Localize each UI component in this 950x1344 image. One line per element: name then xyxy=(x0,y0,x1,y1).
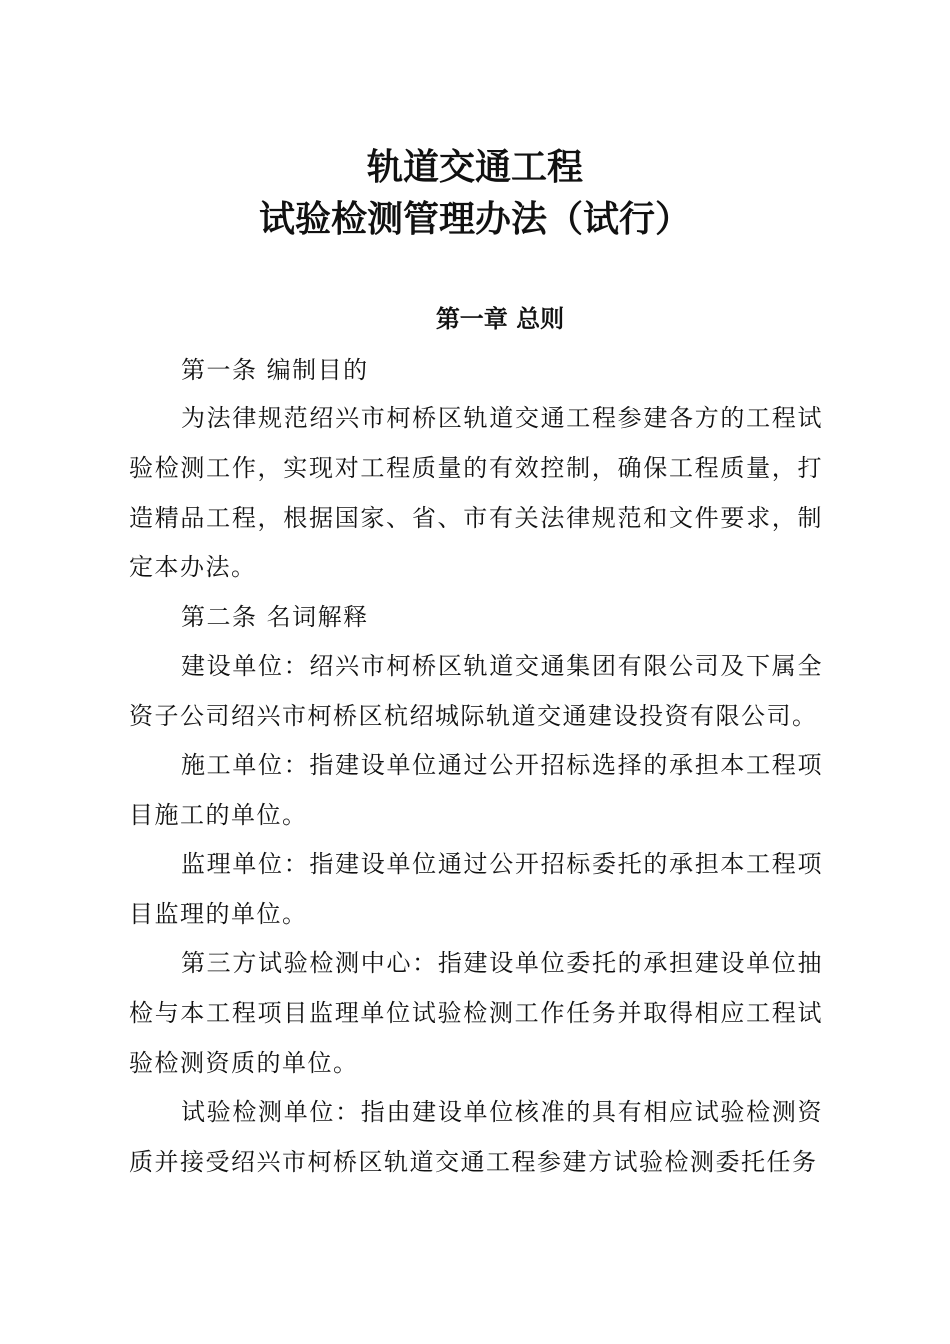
definition-contractor: 施工单位：指建设单位通过公开招标选择的承担本工程项目施工的单位。 xyxy=(129,751,823,829)
definition-testing-unit: 试验检测单位：指由建设单位核准的具有相应试验检测资质并接受绍兴市柯桥区轨道交通工程参建方试验检测委托任务 xyxy=(129,1098,823,1176)
document-title-line-2: 试验检测管理办法（试行） xyxy=(258,198,691,240)
document-title-line-1: 轨道交通工程 xyxy=(366,146,583,188)
chapter-heading: 第一章 总则 xyxy=(435,305,565,333)
definition-third-party-testing-center: 第三方试验检测中心：指建设单位委托的承担建设单位抽检与本工程项目监理单位试验检测工作任务并取得相应工程试验检测资质的单位。 xyxy=(129,949,823,1077)
article-2-heading: 第二条 名词解释 xyxy=(181,603,369,631)
definition-construction-unit: 建设单位：绍兴市柯桥区轨道交通集团有限公司及下属全资子公司绍兴市柯桥区杭绍城际轨道交通建设投资有限公司。 xyxy=(129,652,823,730)
article-1-body: 为法律规范绍兴市柯桥区轨道交通工程参建各方的工程试验检测工作，实现对工程质量的有效控制，确保工程质量，打造精品工程，根据国家、省、市有关法律规范和文件要求，制定本办法。 xyxy=(129,404,823,582)
definition-supervisor: 监理单位：指建设单位通过公开招标委托的承担本工程项目监理的单位。 xyxy=(129,850,823,928)
article-1-heading: 第一条 编制目的 xyxy=(181,356,369,384)
